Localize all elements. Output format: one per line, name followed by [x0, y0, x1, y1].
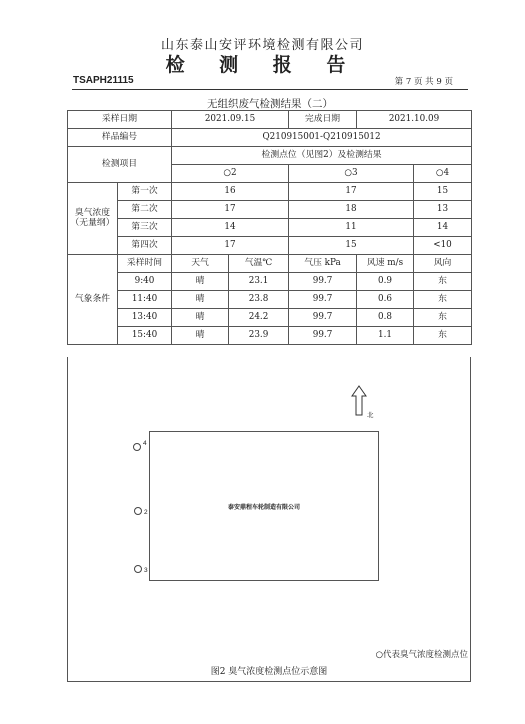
odor-value: 17	[289, 183, 414, 201]
weather-cell: 15:40	[118, 327, 172, 345]
odor-value: 18	[289, 201, 414, 219]
figure-legend: ○代表臭气浓度检测点位	[375, 650, 468, 660]
round-label: 第一次	[118, 183, 172, 201]
sampling-date-value: 2021.09.15	[172, 111, 289, 129]
figure-caption: 图2 臭气浓度检测点位示意图	[210, 667, 328, 677]
north-label: 北	[367, 411, 374, 419]
point-header-3: ○3	[289, 165, 414, 183]
weather-cell: 东	[414, 291, 472, 309]
sampling-date-label: 采样日期	[68, 111, 172, 129]
point-label-2: 2	[144, 509, 148, 516]
table-row	[68, 219, 472, 237]
table-row	[68, 291, 472, 309]
complete-date-value: 2021.10.09	[357, 111, 472, 129]
odor-value: 16	[172, 183, 289, 201]
weather-cell: 11:40	[118, 291, 172, 309]
point-label-3: 3	[144, 567, 148, 574]
weather-label: 气象条件	[68, 255, 118, 345]
report-title: 检 测 报 告	[165, 54, 360, 76]
weather-cell: 9:40	[118, 273, 172, 291]
table-title: 无组织废气检测结果（二）	[207, 98, 333, 110]
document-number: TSAPH21115	[73, 75, 134, 86]
weather-cell: 0.9	[357, 273, 414, 291]
weather-header: 天气	[172, 255, 229, 273]
weather-cell: 99.7	[289, 309, 357, 327]
table-row	[68, 237, 472, 255]
table-row	[68, 327, 472, 345]
results-table	[67, 110, 472, 345]
weather-header: 采样时间	[118, 255, 172, 273]
point-label-4: 4	[143, 440, 147, 447]
weather-header: 风速 m/s	[357, 255, 414, 273]
odor-label-line1: 臭气浓度	[74, 207, 111, 218]
weather-cell: 东	[414, 327, 472, 345]
weather-cell: 99.7	[289, 273, 357, 291]
weather-cell: 23.8	[229, 291, 289, 309]
odor-label-line2: （无量纲）	[70, 217, 115, 228]
weather-cell: 0.8	[357, 309, 414, 327]
round-label: 第三次	[118, 219, 172, 237]
round-label: 第二次	[118, 201, 172, 219]
weather-cell: 0.6	[357, 291, 414, 309]
point-header-4: ○4	[414, 165, 472, 183]
weather-cell: 东	[414, 273, 472, 291]
round-label: 第四次	[118, 237, 172, 255]
table-row	[68, 255, 472, 273]
odor-value: 11	[289, 219, 414, 237]
point-header-2: ○2	[172, 165, 289, 183]
table-row	[68, 147, 472, 165]
weather-cell: 晴	[172, 273, 229, 291]
weather-header: 风向	[414, 255, 472, 273]
weather-cell: 晴	[172, 291, 229, 309]
weather-cell: 99.7	[289, 327, 357, 345]
weather-cell: 23.1	[229, 273, 289, 291]
weather-cell: 晴	[172, 327, 229, 345]
weather-cell: 99.7	[289, 291, 357, 309]
weather-cell: 东	[414, 309, 472, 327]
sample-no-label: 样品编号	[68, 129, 172, 147]
odor-value: 15	[289, 237, 414, 255]
odor-value: 15	[414, 183, 472, 201]
odor-value: 13	[414, 201, 472, 219]
weather-cell: 13:40	[118, 309, 172, 327]
company-name: 山东泰山安评环境检测有限公司	[160, 38, 364, 53]
monitoring-point-icon	[134, 565, 142, 573]
sample-no-value: Q210915001-Q210915012	[172, 129, 472, 147]
weather-header: 气压 kPa	[289, 255, 357, 273]
odor-value: 14	[172, 219, 289, 237]
odor-value: <10	[414, 237, 472, 255]
monitoring-point-icon	[134, 507, 142, 515]
table-row	[68, 111, 472, 129]
weather-cell: 1.1	[357, 327, 414, 345]
monitoring-point-icon	[133, 443, 141, 451]
odor-value: 17	[172, 201, 289, 219]
weather-cell: 晴	[172, 309, 229, 327]
weather-cell: 23.9	[229, 327, 289, 345]
complete-date-label: 完成日期	[289, 111, 357, 129]
table-row	[68, 183, 472, 201]
weather-header: 气温℃	[229, 255, 289, 273]
table-row	[68, 129, 472, 147]
weather-cell: 24.2	[229, 309, 289, 327]
table-row	[68, 201, 472, 219]
odor-label	[68, 183, 118, 255]
points-header: 检测点位（见图2）及检测结果	[172, 147, 472, 165]
odor-value: 17	[172, 237, 289, 255]
page-info: 第 7 页 共 9 页	[394, 77, 453, 87]
odor-value: 14	[414, 219, 472, 237]
table-row	[68, 309, 472, 327]
plant-name: 泰安鼎程车轮制造有限公司	[227, 505, 300, 511]
header-divider	[72, 89, 468, 90]
north-arrow-icon	[351, 385, 367, 417]
table-row	[68, 273, 472, 291]
item-label: 检测项目	[68, 147, 172, 183]
